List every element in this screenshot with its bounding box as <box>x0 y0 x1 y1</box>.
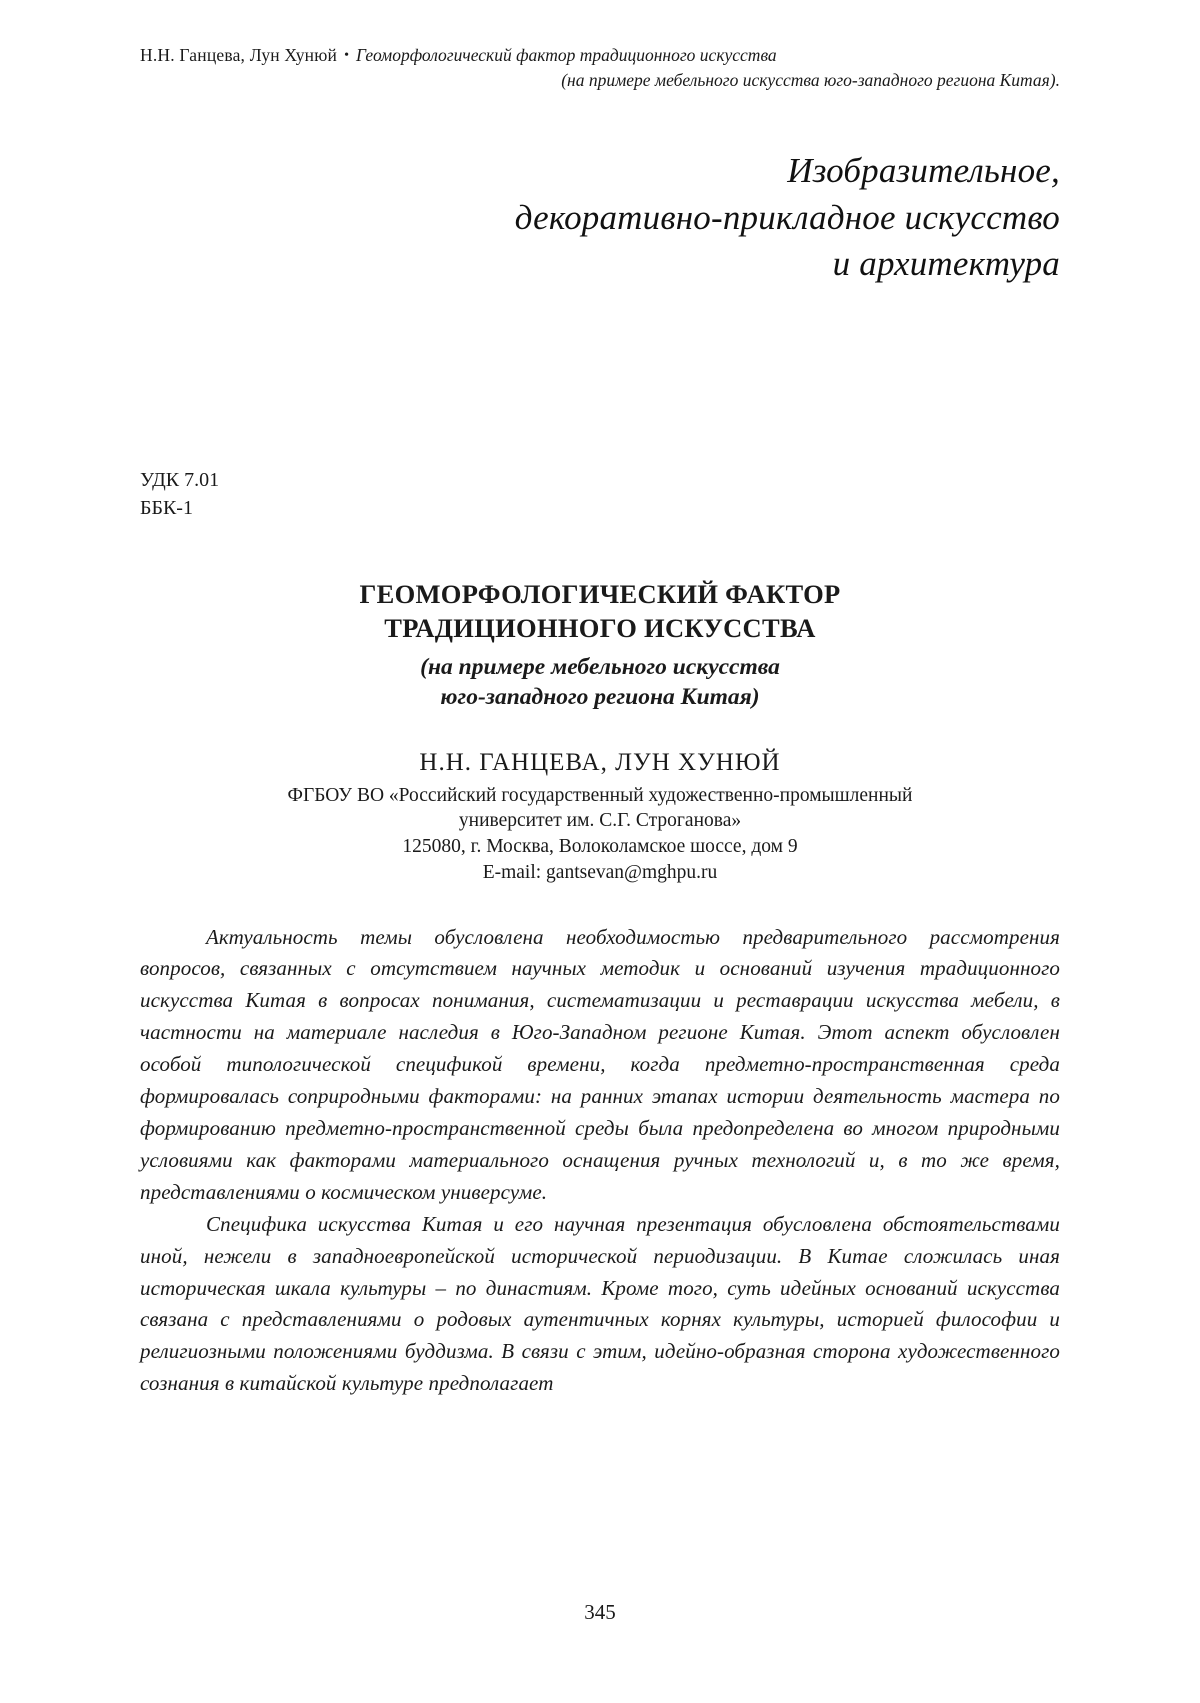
article-subtitle-line-2: юго-западного региона Китая) <box>440 684 760 711</box>
classification-codes <box>140 466 1060 523</box>
running-head <box>140 44 1060 92</box>
author-names: Н.Н. ГАНЦЕВА, ЛУН ХУНЮЙ <box>419 748 781 776</box>
article-subtitle-line-1: (на примере мебельного искусства <box>420 653 780 680</box>
article-title-line-1: ГЕОМОРФОЛОГИЧЕСКИЙ ФАКТОР <box>359 578 841 609</box>
page-number: 345 <box>584 1600 616 1624</box>
section-heading <box>140 148 1060 288</box>
section-heading-line-2: декоративно-прикладное искусство <box>514 197 1060 237</box>
abstract-paragraph-1: Актуальность темы обусловлена необходимостью предварительного рассмотрения вопросов, связанных с отсутствием научных методик и оснований изучения традиционного искусства Китая в вопросах понимания, систематизации и реставрации искусства мебели, в частности на материале наследия в Юго-Западном регионе Китая. Этот аспект обусловлен особой типологической спецификой времени, когда предметно-пространственная среда формировалась соприродными факторами: на ранних этапах истории деятельность мастера по формированию предметно-пространственной среды была предопределена во многом природными условиями как факторами материального оснащения ручных технологий и, в то же время, представлениями о космическом универсуме. <box>140 924 1060 1204</box>
udk-code: УДК 7.01 <box>140 468 220 491</box>
bbk-code: ББК-1 <box>140 497 193 520</box>
abstract-paragraph-2: Специфика искусства Китая и его научная презентация обусловлена обстоятельствами иной, нежели в западноевропейской исторической периодизации. В Китае сложилась иная историческая шкала культуры – по династиям. Кроме того, суть идейных оснований искусства связана с представлениями о родовых аутентичных корнях культуры, историей философии и религиозными положениями буддизма. В связи с этим, идейно-образная сторона художественного сознания в китайской культуре предполагает <box>140 1211 1060 1396</box>
affiliation-email: E-mail: gantsevan@mghpu.ru <box>482 861 718 883</box>
running-head-authors: Н.Н. Ганцева, Лун Хунюй <box>140 45 338 65</box>
abstract <box>140 922 1060 1401</box>
section-heading-line-3: и архитектура <box>832 244 1060 284</box>
article-title-line-2: ТРАДИЦИОННОГО ИСКУССТВА <box>384 613 816 644</box>
page-content <box>140 44 1060 1400</box>
affiliation-block <box>140 783 1060 886</box>
section-heading-line-1: Изобразительное, <box>787 151 1060 191</box>
running-head-title-line-2: (на примере мебельного искусства юго-западного региона Китая). <box>561 69 1060 90</box>
bullet-separator-icon: • <box>344 48 349 63</box>
affiliation-address: 125080, г. Москва, Волоколамское шоссе, дом 9 <box>402 836 798 858</box>
running-head-line-1 <box>140 44 1060 68</box>
running-head-title-line-1: Геоморфологический фактор традиционного искусства <box>355 45 777 65</box>
affiliation-line-2: университет им. С.Г. Строганова» <box>458 810 742 832</box>
article-title <box>140 577 1060 713</box>
affiliation-line-1: ФГБОУ ВО «Российский государственный художественно-промышленный <box>287 784 913 806</box>
